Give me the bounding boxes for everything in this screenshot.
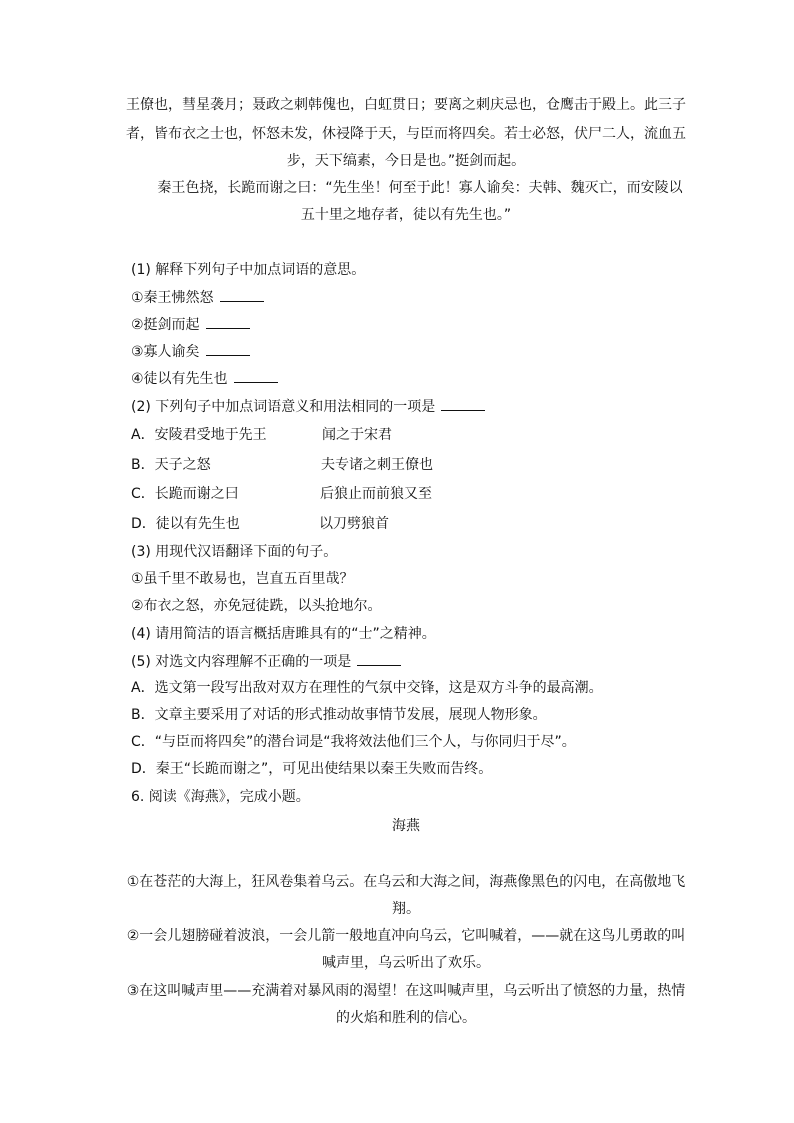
answer-blank[interactable] <box>220 287 264 302</box>
passage-line-1: 王僚也，彗星袭月；聂政之刺韩傀也，白虹贯日；要离之刺庆忌也，仓鹰击于殿上。此三子 <box>126 97 686 113</box>
q5-option-d: D．秦王“长跪而谢之”，可见出使结果以秦王失败而告终。 <box>131 761 493 777</box>
q6-para3-line1: ③在这叫喊声里——充满着对暴风雨的渴望！在这叫喊声里，乌云听出了愤怒的力量，热情 <box>126 983 686 999</box>
q2-option-b-right: 夫专诸之刺王僚也 <box>321 457 433 473</box>
passage-line-4: 秦王色挠，长跪而谢之曰：“先生坐！何至于此！寡人谕矣：夫韩、魏灭亡，而安陵以 <box>157 180 683 196</box>
answer-blank[interactable] <box>441 396 485 411</box>
q6-para1-line1: ①在苍茫的大海上，狂风卷集着乌云。在乌云和大海之间，海燕像黑色的闪电，在高傲地飞 <box>126 874 686 890</box>
answer-blank[interactable] <box>206 341 250 356</box>
q1-item-4 <box>131 368 278 389</box>
answer-blank[interactable] <box>357 651 401 666</box>
q1-item-4-text: ④徒以有先生也 <box>131 371 228 387</box>
q2-option-a-right: 闻之于宋君 <box>322 427 392 443</box>
q2-option-d-right: 以刀劈狼首 <box>319 516 389 532</box>
passage-line-3: 步，天下缟素，今日是也。”挺剑而起。 <box>286 153 526 169</box>
q3-item-1: ①虽千里不敢易也，岂直五百里哉？ <box>131 571 354 587</box>
answer-blank[interactable] <box>234 368 278 383</box>
q2-option-b-left: B．天子之怒 <box>131 457 211 473</box>
q5-prompt <box>131 651 401 672</box>
q2-option-c-left: C．长跪而谢之曰 <box>131 486 239 502</box>
q2-option-a <box>131 425 691 445</box>
q5-option-c: C．“与臣而将四矣”的潜台词是“我将效法他们三个人，与你同归于尽”。 <box>131 734 576 750</box>
q6-para3-line2: 的火焰和胜利的信心。 <box>336 1010 476 1026</box>
q5-prompt-text: (5) 对选文内容理解不正确的一项是 <box>131 654 352 670</box>
passage-line-2: 者，皆布衣之士也，怀怒未发，休祲降于天，与臣而将四矣。若士必怒，伏尸二人，流血五 <box>126 126 686 142</box>
q3-prompt: (3) 用现代汉语翻译下面的句子。 <box>131 544 338 560</box>
q1-item-2 <box>131 314 250 335</box>
q5-option-b: B．文章主要采用了对话的形式推动故事情节发展，展现人物形象。 <box>131 707 547 723</box>
q6-para2-line2: 喊声里，乌云听出了欢乐。 <box>322 955 490 971</box>
q1-prompt: (1) 解释下列句子中加点词语的意思。 <box>131 262 366 278</box>
q2-prompt <box>131 396 485 417</box>
q1-item-3-text: ③寡人谕矣 <box>131 344 200 360</box>
q1-item-3 <box>131 341 250 362</box>
q2-option-a-left: A．安陵君受地于先王 <box>131 427 267 443</box>
answer-blank[interactable] <box>206 314 250 329</box>
q3-item-2: ②布衣之怒，亦免冠徒跣，以头抢地尔。 <box>131 598 382 614</box>
q2-option-c-right: 后狼止而前狼又至 <box>320 486 432 502</box>
q2-option-b <box>131 455 691 475</box>
q1-item-1 <box>131 287 264 308</box>
passage-line-5: 五十里之地存者，徒以有先生也。” <box>300 207 512 223</box>
q6-para2-line1: ②一会儿翅膀碰着波浪，一会儿箭一般地直冲向乌云，它叫喊着，——就在这鸟儿勇敢的叫 <box>126 928 686 944</box>
q2-option-c <box>131 484 691 504</box>
q1-item-1-text: ①秦王怫然怒 <box>131 290 214 306</box>
q2-prompt-text: (2) 下列句子中加点词语意义和用法相同的一项是 <box>131 399 436 415</box>
q2-option-d <box>131 514 691 534</box>
q6-title: 海燕 <box>392 818 420 834</box>
q2-option-d-left: D．徒以有先生也 <box>131 516 240 532</box>
q6-para1-line2: 翔。 <box>392 901 420 917</box>
q5-option-a: A．选文第一段写出敌对双方在理性的气氛中交锋，这是双方斗争的最高潮。 <box>131 680 603 696</box>
q1-item-2-text: ②挺剑而起 <box>131 317 200 333</box>
q4-prompt: (4) 请用简洁的语言概括唐雎具有的“士”之精神。 <box>131 626 436 642</box>
q6-prompt: 6. 阅读《海燕》，完成小题。 <box>131 789 310 805</box>
